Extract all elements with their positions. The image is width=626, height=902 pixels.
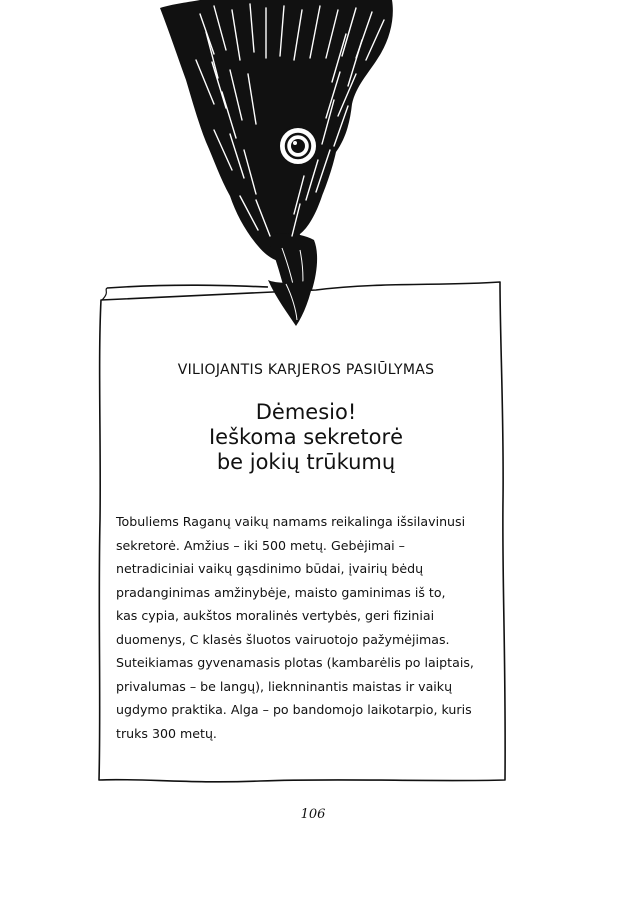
notice-body-line: duomenys, C klasės šluotos vairuotojo pažymėjimas. [116,631,450,647]
notice-title-line: Ieškoma sekretorė [208,425,404,449]
notice-body-line: Suteikiamas gyvenamasis plotas (kambarėlis po laiptais, [116,655,474,670]
notice-body [116,510,488,745]
notice-title-line: be jokių trūkumų [216,450,396,474]
notice-body-line: ugdymo praktika. Alga – po bandomojo laikotarpio, kuris [116,702,472,717]
notice-body-line: truks 300 metų. [116,725,217,741]
notice-body-line: pradanginimas amžinybėje, maisto gaminimas iš to, [116,584,446,600]
page-number: 106 [300,807,326,822]
notice-body-line: Tobuliems Raganų vaikų namams reikalinga išsilavinusi [116,514,466,529]
crow-beak-tip [0,0,626,330]
notice-title-line: Dėmesio! [255,400,357,424]
notice-body-line: privalumas – be langų), lieknninantis maistas ir vaikų [116,678,453,694]
notice-heading: VILIOJANTIS KARJEROS PASIŪLYMAS [177,362,435,378]
notice-body-line: kas cypia, aukštos moralinės vertybės, geri fiziniai [116,608,435,623]
notice-title [96,400,516,475]
notice-body-line: sekretorė. Amžius – iki 500 metų. Gebėjimai – [116,537,405,553]
notice-body-line: netradiciniai vaikų gąsdinimo būdai, įvairių bėdų [116,561,424,576]
